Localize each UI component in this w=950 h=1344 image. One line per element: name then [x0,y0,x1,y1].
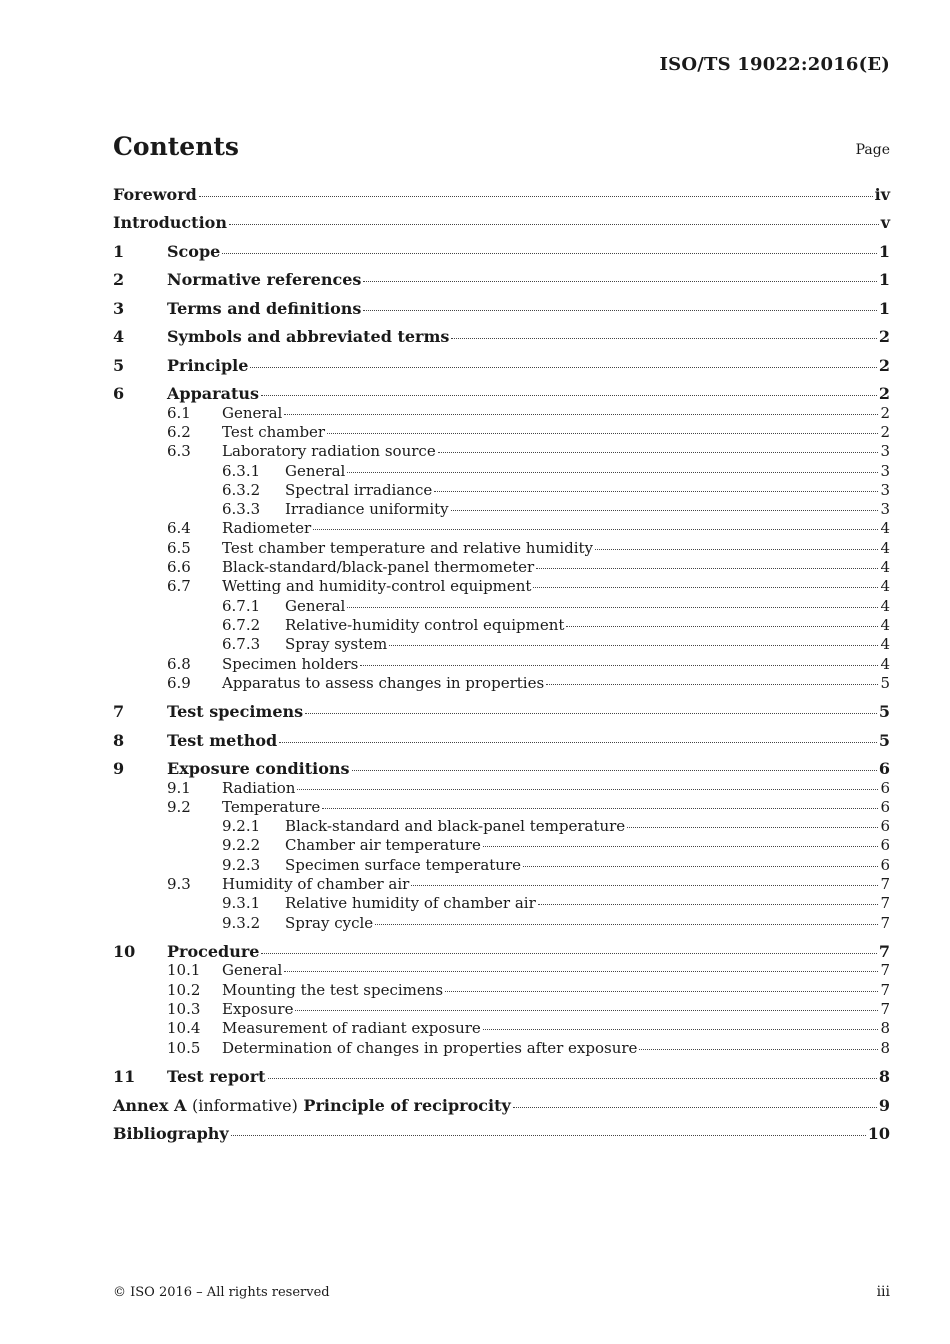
toc-entry-10-5[interactable]: 10.5 Determination of changes in properties after exposure 8 [167,1038,890,1057]
toc-entry-foreword[interactable]: Foreword iv [113,185,890,204]
dot-leader [352,766,877,771]
toc-entry-9-3-2[interactable]: 9.3.2 Spray cycle 7 [222,913,890,932]
dot-leader [375,920,878,925]
toc-entry-9-1[interactable]: 9.1 Radiation 6 [167,778,890,797]
dot-leader [389,641,878,646]
dot-leader [261,949,876,954]
page-number: iii [876,1284,890,1300]
dot-leader [523,862,878,867]
annex-label: Annex A [113,1095,187,1115]
dot-leader [279,738,877,743]
toc-entry-6-9[interactable]: 6.9 Apparatus to assess changes in properties 5 [167,673,890,692]
dot-leader [533,583,878,588]
toc-entry-3[interactable]: 3 Terms and definitions 1 [113,298,890,318]
dot-leader [536,564,878,569]
toc-entry-6-4[interactable]: 6.4 Radiometer 4 [167,519,890,538]
dot-leader [231,1131,866,1136]
toc-entry-1[interactable]: 1 Scope 1 [113,241,890,261]
dot-leader [284,967,878,972]
dot-leader [347,468,878,473]
toc-entry-9-3[interactable]: 9.3 Humidity of chamber air 7 [167,875,890,894]
toc-entry-6-7-1[interactable]: 6.7.1 General 4 [222,596,890,615]
annex-type: (informative) [191,1095,298,1115]
dot-leader [261,391,877,396]
toc-entry-9-2-1[interactable]: 9.2.1 Black-standard and black-panel temperature 6 [222,817,890,836]
toc-entry-introduction[interactable]: Introduction v [113,213,890,233]
toc-entry-4[interactable]: 4 Symbols and abbreviated terms 2 [113,327,890,347]
toc-entry-10[interactable]: 10 Procedure 7 [113,942,890,962]
dot-leader [411,881,878,886]
dot-leader [199,192,873,197]
dot-leader [322,804,878,809]
dot-leader [451,334,876,339]
dot-leader [284,410,878,415]
dot-leader [229,220,879,225]
toc-entry-6-2[interactable]: 6.2 Test chamber 2 [167,422,890,441]
dot-leader [566,622,878,627]
toc-entry-9-3-1[interactable]: 9.3.1 Relative humidity of chamber air 7 [222,894,890,913]
dot-leader [438,448,879,453]
toc-entry-6[interactable]: 6 Apparatus 2 [113,384,890,404]
toc-entry-6-7[interactable]: 6.7 Wetting and humidity-control equipment 4 [167,577,890,596]
toc-entry-6-6[interactable]: 6.6 Black-standard/black-panel thermometer 4 [167,558,890,577]
toc-entry-9-2[interactable]: 9.2 Temperature 6 [167,797,890,816]
dot-leader [250,363,876,368]
dot-leader [313,525,878,530]
dot-leader [445,987,878,992]
toc-entry-6-3-2[interactable]: 6.3.2 Spectral irradiance 3 [222,480,890,499]
dot-leader [347,603,878,608]
dot-leader [627,823,878,828]
dot-leader [297,785,878,790]
dot-leader [483,1025,879,1030]
toc-entry-6-3[interactable]: 6.3 Laboratory radiation source 3 [167,442,890,461]
table-of-contents [113,185,890,1143]
toc-entry-9-2-2[interactable]: 9.2.2 Chamber air temperature 6 [222,836,890,855]
toc-entry-2[interactable]: 2 Normative references 1 [113,270,890,290]
toc-entry-10-2[interactable]: 10.2 Mounting the test specimens 7 [167,980,890,999]
dot-leader [434,487,878,492]
toc-entry-5[interactable]: 5 Principle 2 [113,355,890,375]
toc-entry-6-7-3[interactable]: 6.7.3 Spray system 4 [222,635,890,654]
toc-entry-6-3-3[interactable]: 6.3.3 Irradiance uniformity 3 [222,500,890,519]
toc-entry-10-3[interactable]: 10.3 Exposure 7 [167,1000,890,1019]
dot-leader [295,1006,878,1011]
toc-entry-11[interactable]: 11 Test report 8 [113,1067,890,1087]
toc-entry-6-5[interactable]: 6.5 Test chamber temperature and relative humidity 4 [167,538,890,557]
toc-entry-9[interactable]: 9 Exposure conditions 6 [113,759,890,779]
dot-leader [363,306,876,311]
dot-leader [360,661,878,666]
toc-entry-annex-a[interactable]: Annex A (informative) Principle of reciprocity 9 [113,1095,890,1115]
dot-leader [538,900,879,905]
toc-entry-6-1[interactable]: 6.1 General 2 [167,403,890,422]
document-id: ISO/TS 19022:2016(E) [659,54,890,75]
dot-leader [483,842,879,847]
contents-title: Contents [113,132,240,161]
toc-entry-6-7-2[interactable]: 6.7.2 Relative-humidity control equipment 4 [222,615,890,634]
dot-leader [327,429,878,434]
dot-leader [451,506,879,511]
page-column-label: Page [855,142,890,158]
toc-entry-10-1[interactable]: 10.1 General 7 [167,961,890,980]
toc-entry-8[interactable]: 8 Test method 5 [113,730,890,750]
dot-leader [268,1074,877,1079]
dot-leader [639,1045,878,1050]
dot-leader [305,709,877,714]
toc-entry-6-8[interactable]: 6.8 Specimen holders 4 [167,654,890,673]
toc-entry-9-2-3[interactable]: 9.2.3 Specimen surface temperature 6 [222,855,890,874]
dot-leader [363,277,876,282]
copyright-notice: © ISO 2016 – All rights reserved [113,1285,330,1300]
toc-entry-6-3-1[interactable]: 6.3.1 General 3 [222,461,890,480]
toc-entry-bibliography[interactable]: Bibliography 10 [113,1124,890,1144]
toc-entry-7[interactable]: 7 Test specimens 5 [113,702,890,722]
annex-title: Principle of reciprocity [303,1095,511,1115]
toc-entry-10-4[interactable]: 10.4 Measurement of radiant exposure 8 [167,1019,890,1038]
dot-leader [546,680,878,685]
dot-leader [595,545,878,550]
dot-leader [222,249,877,254]
dot-leader [513,1103,877,1108]
